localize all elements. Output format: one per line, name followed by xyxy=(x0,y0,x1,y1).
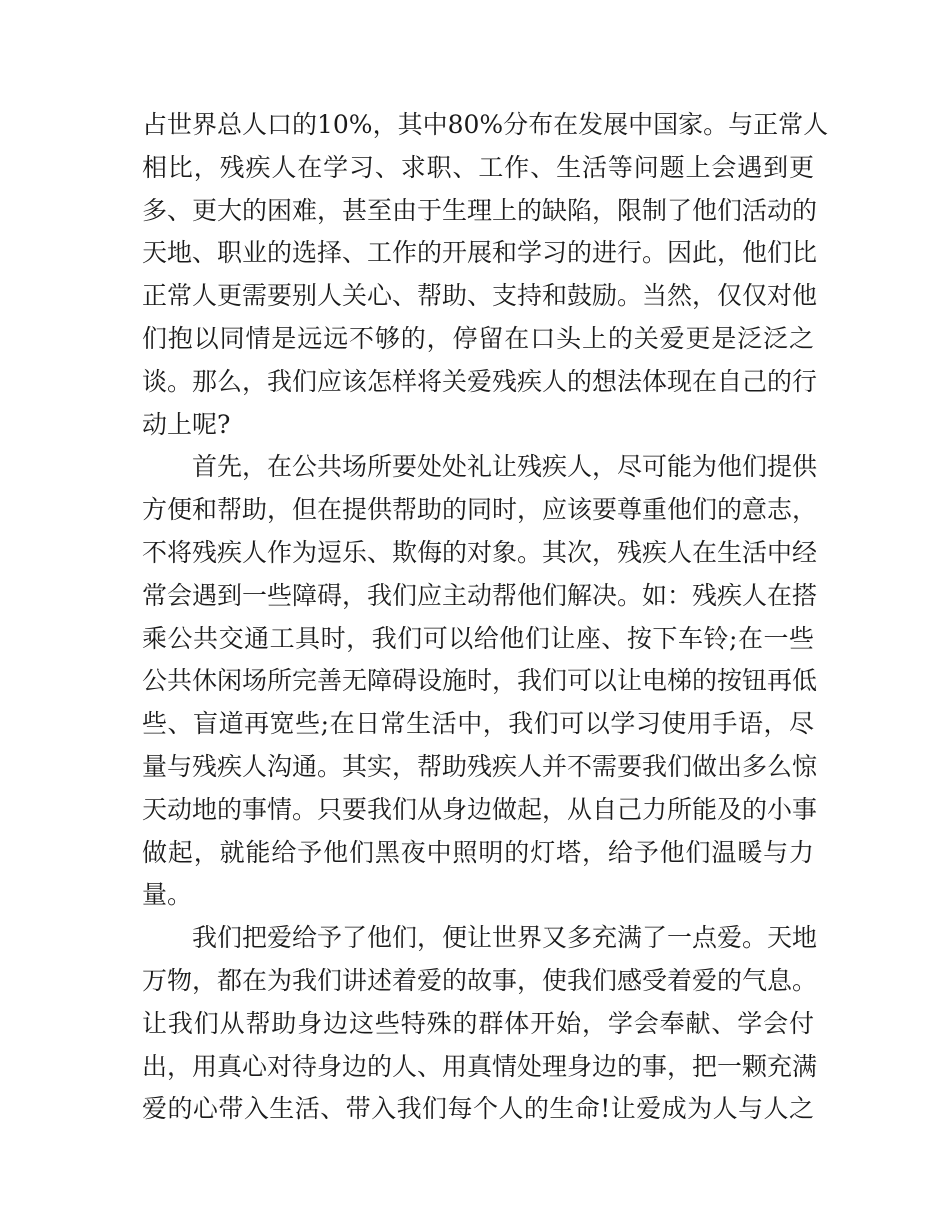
text-line: 我们把爱给予了他们，便让世界又多充满了一点爱。天地 xyxy=(192,923,818,953)
text-line: 天地、职业的选择、工作的开展和学习的进行。因此，他们比 xyxy=(142,238,818,268)
paragraph-2 xyxy=(142,446,818,917)
text-line: 首先，在公共场所要处处礼让残疾人，尽可能为他们提供 xyxy=(192,452,818,482)
text-line: 谈。那么，我们应该怎样将关爱残疾人的想法体现在自己的行 xyxy=(142,366,818,396)
text-line: 量。 xyxy=(142,880,193,910)
text-line: 天动地的事情。只要我们从身边做起，从自己力所能及的小事 xyxy=(142,794,818,824)
text-line: 公共休闲场所完善无障碍设施时，我们可以让电梯的按钮再低 xyxy=(142,666,818,696)
text-line: 方便和帮助，但在提供帮助的同时，应该要尊重他们的意志， xyxy=(142,495,818,525)
text-line: 做起，就能给予他们黑夜中照明的灯塔，给予他们温暖与力 xyxy=(142,837,814,867)
paragraph-1 xyxy=(142,104,829,446)
paragraph-3 xyxy=(142,917,818,1131)
text-line: 多、更大的困难，甚至由于生理上的缺陷，限制了他们活动的 xyxy=(142,195,818,225)
text-line: 占世界总人口的10%，其中80%分布在发展中国家。与正常人 xyxy=(142,110,829,139)
text-line: 不将残疾人作为逗乐、欺侮的对象。其次，残疾人在生活中经 xyxy=(142,537,818,567)
text-line: 量与残疾人沟通。其实，帮助残疾人并不需要我们做出多么惊 xyxy=(142,751,818,781)
text-line: 出，用真心对待身边的人、用真情处理身边的事，把一颗充满 xyxy=(142,1051,818,1081)
text-line: 常会遇到一些障碍，我们应主动帮他们解决。如：残疾人在搭 xyxy=(142,580,818,610)
text-line: 万物，都在为我们讲述着爱的故事，使我们感受着爱的气息。 xyxy=(142,965,818,995)
document-body xyxy=(142,104,829,1131)
text-line: 些、盲道再宽些;在日常生活中，我们可以学习使用手语，尽 xyxy=(142,709,814,739)
text-line: 让我们从帮助身边这些特殊的群体开始，学会奉献、学会付 xyxy=(142,1008,814,1038)
text-line: 正常人更需要别人关心、帮助、支持和鼓励。当然，仅仅对他 xyxy=(142,281,818,311)
text-line: 相比，残疾人在学习、求职、工作、生活等问题上会遇到更 xyxy=(142,152,814,182)
text-line: 动上呢? xyxy=(142,409,231,439)
text-line: 乘公共交通工具时，我们可以给他们让座、按下车铃;在一些 xyxy=(142,623,814,653)
text-line: 爱的心带入生活、带入我们每个人的生命!让爱成为人与人之 xyxy=(142,1094,814,1124)
text-line: 们抱以同情是远远不够的，停留在口头上的关爱更是泛泛之 xyxy=(142,323,814,353)
